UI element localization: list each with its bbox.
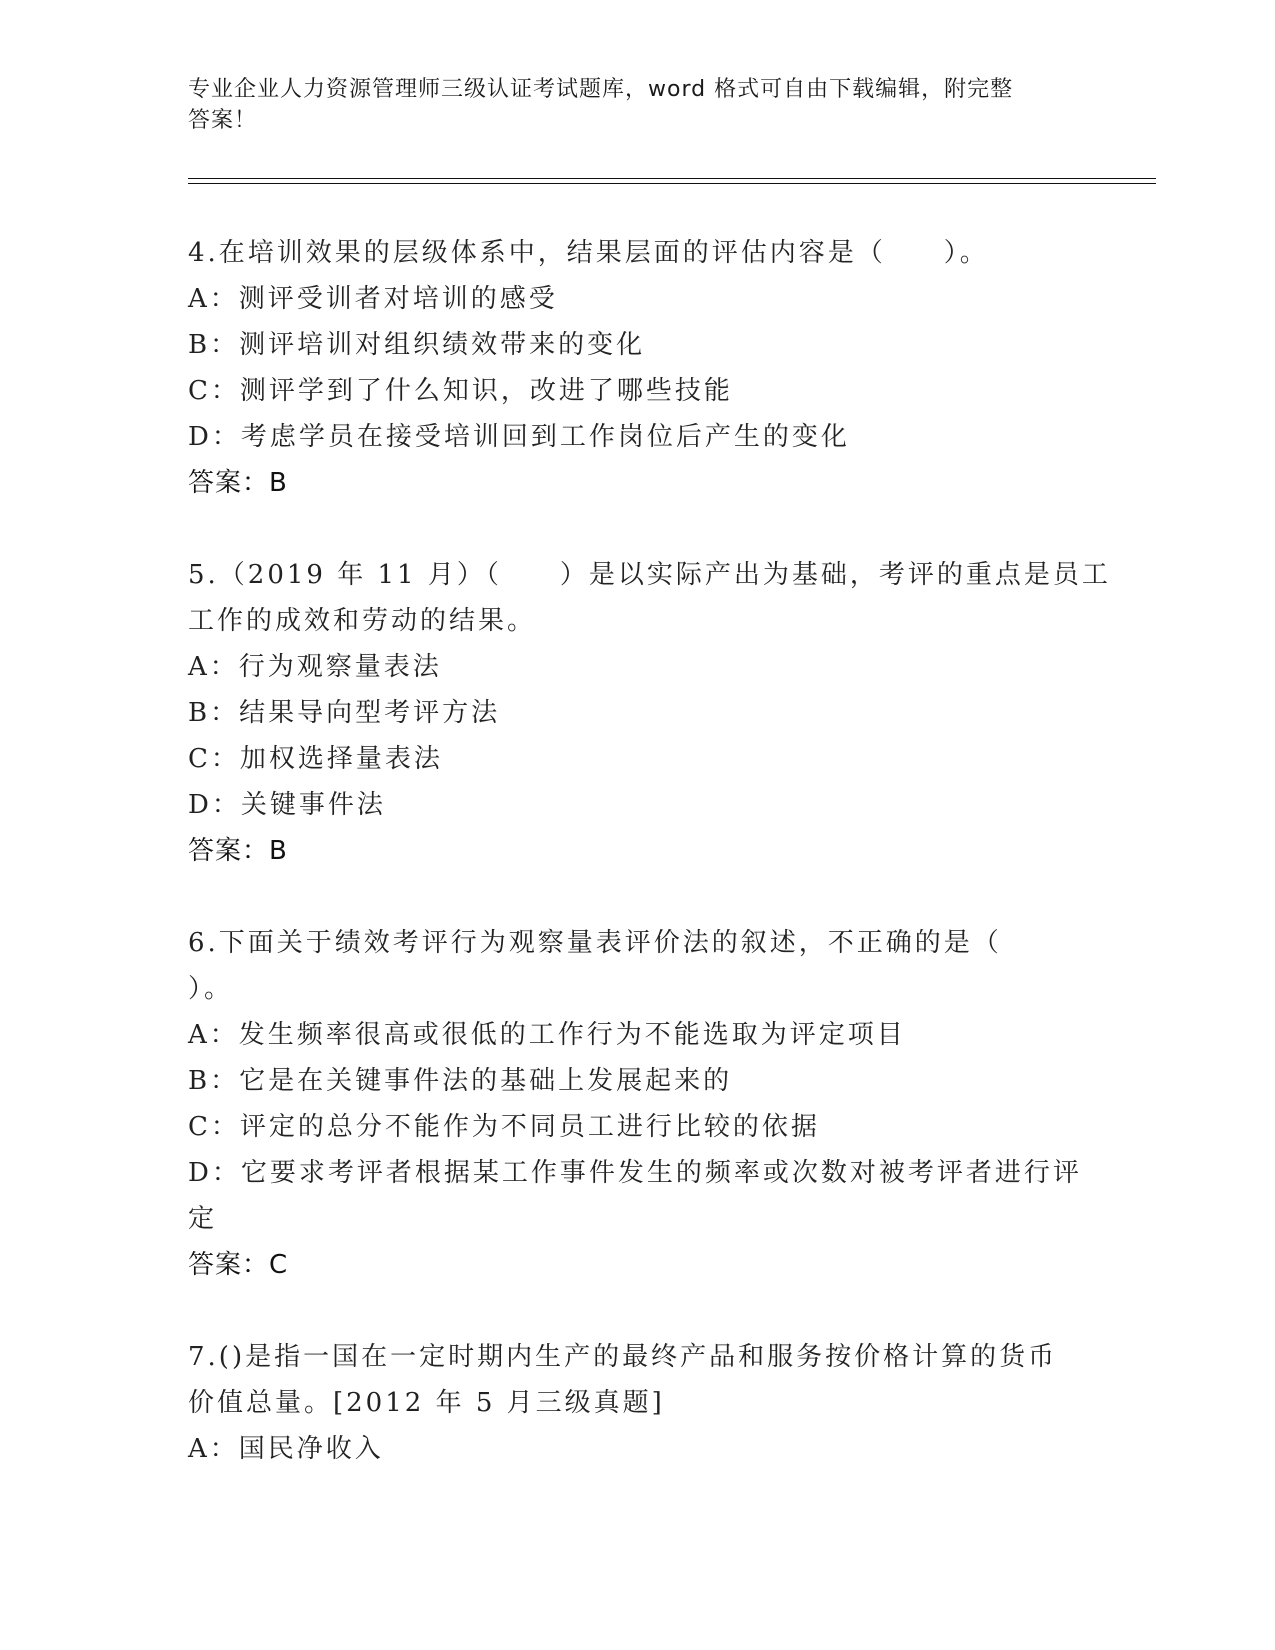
question-stem: 6.下面关于绩效考评行为观察量表评价法的叙述，不正确的是（: [188, 928, 1002, 958]
option-b: B：它是在关键事件法的基础上发展起来的: [188, 1066, 733, 1096]
option-a: A：国民净收入: [188, 1434, 384, 1464]
document-header: [188, 74, 1088, 136]
question-stem: 4.在培训效果的层级体系中，结果层面的评估内容是（ ）。: [188, 238, 989, 268]
header-divider-top: [188, 178, 1156, 179]
question-stem: 5.（2019 年 11 月）（ ）是以实际产出为基础，考评的重点是员工: [188, 560, 1111, 590]
question-stem-continued: 价值总量。[2012 年 5 月三级真题]: [188, 1388, 665, 1418]
question-spacer: [188, 506, 1088, 552]
option-c: C：测评学到了什么知识，改进了哪些技能: [188, 376, 733, 406]
question-6: [188, 920, 1088, 1288]
option-d-continued: 定: [188, 1204, 218, 1234]
question-spacer: [188, 1288, 1088, 1334]
option-a: A：行为观察量表法: [188, 652, 442, 682]
question-spacer: [188, 874, 1088, 920]
question-stem-continued: ）。: [188, 974, 234, 1004]
question-stem: 7.()是指一国在一定时期内生产的最终产品和服务按价格计算的货币: [188, 1342, 1058, 1372]
option-b: B：测评培训对组织绩效带来的变化: [188, 330, 646, 360]
question-5: [188, 552, 1111, 874]
option-c: C：加权选择量表法: [188, 744, 443, 774]
question-list: [188, 230, 1111, 1472]
option-a: A：发生频率很高或很低的工作行为不能选取为评定项目: [188, 1020, 906, 1050]
header-line-1: 专业企业人力资源管理师三级认证考试题库，word 格式可自由下载编辑，附完整: [188, 77, 1014, 102]
option-a: A：测评受训者对培训的感受: [188, 284, 558, 314]
option-d: D：它要求考评者根据某工作事件发生的频率或次数对被考评者进行评: [188, 1158, 1082, 1188]
option-d: D：关键事件法: [188, 790, 386, 820]
answer: 答案：B: [188, 468, 288, 498]
answer: 答案：C: [188, 1250, 289, 1280]
header-divider-bottom: [188, 183, 1156, 184]
answer: 答案：B: [188, 836, 288, 866]
option-b: B：结果导向型考评方法: [188, 698, 501, 728]
option-c: C：评定的总分不能作为不同员工进行比较的依据: [188, 1112, 820, 1142]
question-stem-continued: 工作的成效和劳动的结果。: [188, 606, 537, 636]
header-line-2: 答案！: [188, 108, 258, 133]
question-4: [188, 230, 1088, 506]
option-d: D：考虑学员在接受培训回到工作岗位后产生的变化: [188, 422, 850, 452]
question-7: [188, 1334, 1088, 1472]
